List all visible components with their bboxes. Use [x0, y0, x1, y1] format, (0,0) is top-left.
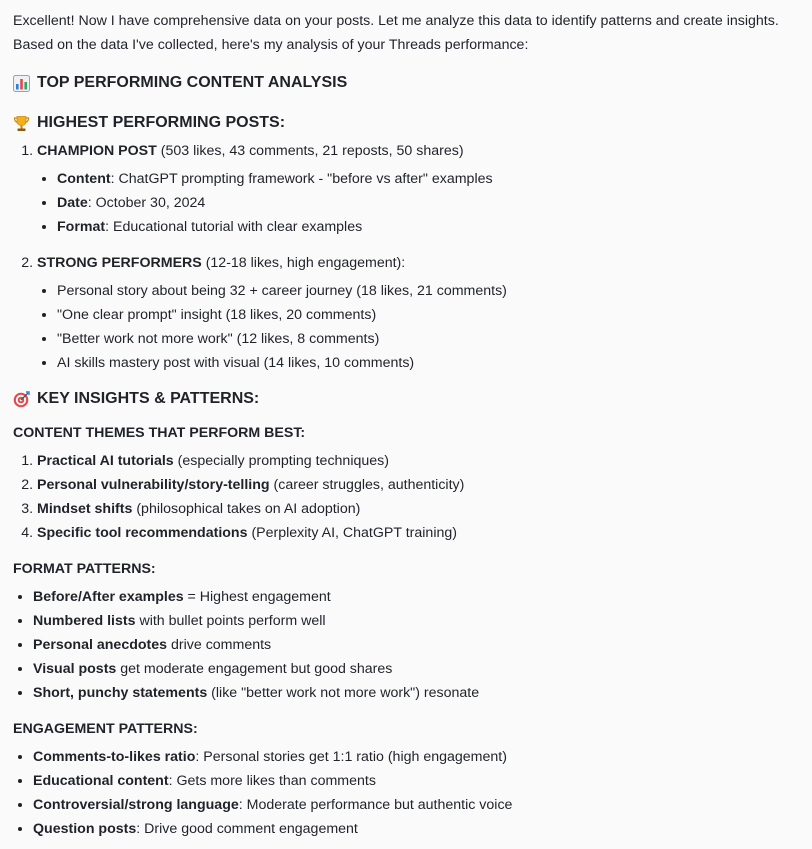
list-item: [37, 521, 803, 545]
strong-detail: (12-18 likes, high engagement):: [201, 255, 406, 271]
sub-text: : Educational tutorial with clear examples: [105, 219, 363, 235]
item-label: Comments-to-likes ratio: [33, 749, 196, 765]
content-themes-heading: CONTENT THEMES THAT PERFORM BEST:: [13, 425, 306, 441]
item-label: Personal anecdotes: [33, 637, 168, 653]
intro-line-1: Excellent! Now I have comprehensive data on your posts. Let me analyze this data to identify patterns and create insights.: [13, 13, 779, 29]
item-label: Visual posts: [33, 661, 117, 677]
item-text: get moderate engagement but good shares: [116, 661, 393, 677]
champion-sublist: [37, 167, 803, 239]
item-text: (philosophical takes on AI adoption): [132, 501, 361, 517]
item-label: Mindset shifts: [37, 501, 133, 517]
list-item: [57, 215, 803, 239]
format-patterns-heading: FORMAT PATTERNS:: [13, 561, 156, 577]
champion-label: CHAMPION POST: [37, 143, 157, 159]
list-item: [33, 817, 803, 841]
item-text: (like "better work not more work") resonate: [207, 685, 480, 701]
strong-label: STRONG PERFORMERS: [37, 255, 202, 271]
item-label: Before/After examples: [33, 589, 184, 605]
item-text: with bullet points perform well: [135, 613, 326, 629]
item-label: Short, punchy statements: [33, 685, 208, 701]
list-item: [33, 633, 803, 657]
list-item: [57, 191, 803, 215]
sub-text: : ChatGPT prompting framework - "before vs after" examples: [110, 171, 493, 187]
format-patterns-list: [13, 585, 803, 705]
section-highest-title: HIGHEST PERFORMING POSTS:: [37, 114, 286, 131]
item-label: Practical AI tutorials: [37, 453, 174, 469]
list-item: [33, 585, 803, 609]
list-item: [33, 609, 803, 633]
item-label: Educational content: [33, 773, 169, 789]
item-text: drive comments: [167, 637, 272, 653]
strong-sublist: [37, 279, 803, 375]
section-highest-heading: [13, 111, 803, 135]
item-text: (Perplexity AI, ChatGPT training): [247, 525, 457, 541]
list-item: [57, 167, 803, 191]
list-item: [33, 793, 803, 817]
sub-text: : October 30, 2024: [87, 195, 206, 211]
item-text: : Moderate performance but authentic voice: [238, 797, 513, 813]
section-insights-title: KEY INSIGHTS & PATTERNS:: [37, 390, 260, 407]
list-item-strong: [37, 251, 803, 375]
highest-posts-list: [13, 139, 803, 375]
champion-detail: (503 likes, 43 comments, 21 reposts, 50 shares): [156, 143, 464, 159]
content-themes-list: [13, 449, 803, 545]
list-item: [33, 745, 803, 769]
item-label: Specific tool recommendations: [37, 525, 248, 541]
list-item: • AI skills mastery post with visual (14 likes, 10 comments): [57, 351, 803, 375]
item-label: Question posts: [33, 821, 137, 837]
engagement-patterns-heading: ENGAGEMENT PATTERNS:: [13, 721, 198, 737]
intro-line-2: Based on the data I've collected, here's my analysis of your Threads performance:: [13, 37, 529, 53]
engagement-patterns-list: [13, 745, 803, 841]
item-text: (career struggles, authenticity): [269, 477, 465, 493]
trophy-icon: [13, 115, 30, 132]
section-top-title: TOP PERFORMING CONTENT ANALYSIS: [37, 74, 348, 91]
item-text: : Gets more likes than comments: [168, 773, 376, 789]
list-item-champion: [37, 139, 803, 239]
list-item: [37, 497, 803, 521]
item-text: (especially prompting techniques): [173, 453, 389, 469]
item-text: : Drive good comment engagement: [136, 821, 358, 837]
item-label: Controversial/strong language: [33, 797, 239, 813]
bar-chart-icon: [13, 75, 30, 92]
list-item: [33, 657, 803, 681]
target-icon: [13, 391, 30, 408]
list-item: • Personal story about being 32 + career journey (18 likes, 21 comments): [57, 279, 803, 303]
list-item: [33, 769, 803, 793]
section-top-heading: [13, 71, 803, 95]
section-insights-heading: [13, 387, 803, 411]
item-text: = Highest engagement: [183, 589, 331, 605]
item-label: Personal vulnerability/story-telling: [37, 477, 270, 493]
item-text: : Personal stories get 1:1 ratio (high engagement): [195, 749, 507, 765]
item-label: Numbered lists: [33, 613, 136, 629]
list-item: [37, 473, 803, 497]
list-item: [37, 449, 803, 473]
list-item: • "One clear prompt" insight (18 likes, 20 comments): [57, 303, 803, 327]
sub-label: Format: [57, 219, 106, 235]
list-item: • "Better work not more work" (12 likes, 8 comments): [57, 327, 803, 351]
sub-label: Content: [57, 171, 111, 187]
list-item: [33, 681, 803, 705]
sub-label: Date: [57, 195, 88, 211]
